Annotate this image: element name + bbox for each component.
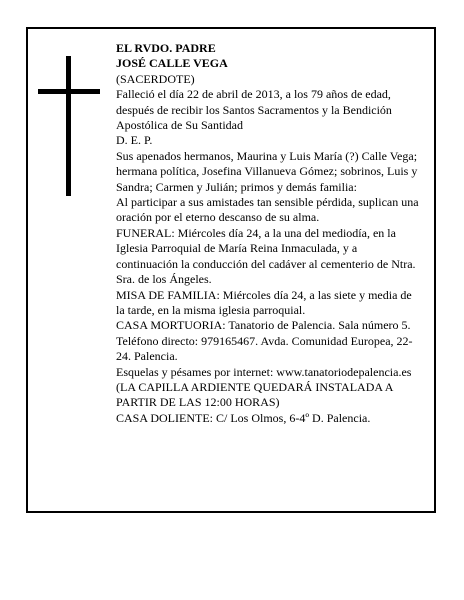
cross-bar <box>38 89 100 94</box>
deceased-role: (SACERDOTE) <box>116 71 195 86</box>
obituary-text <box>116 41 421 426</box>
deceased-name: JOSÉ CALLE VEGA <box>116 56 228 71</box>
title-line: EL RVDO. PADRE <box>116 41 216 55</box>
funeral-paragraph: FUNERAL: Miércoles día 24, a la una del mediodía, en la Iglesia Parroquial de María Reina Inmaculada, y a continuación la conducción del cadáver al cementerio de Ntra. Sra. de los Ángeles. <box>116 225 416 287</box>
home-paragraph: CASA DOLIENTE: C/ Los Olmos, 6-4º D. Palencia. <box>116 410 371 425</box>
rip-line: D. E. P. <box>116 133 153 148</box>
internet-paragraph: Esquelas y pésames por internet: www.tanatoriodepalencia.es (LA CAPILLA ARDIENTE QUEDARÁ INSTALADA A PARTIR DE LAS 12:00 HORAS) <box>116 364 412 410</box>
cross-icon <box>66 56 71 196</box>
family-paragraph: Sus apenados hermanos, Maurina y Luis María (?) Calle Vega; hermana política, Josefina Villanueva Gómez; sobrinos, Luis y Sandra; Carmen y Julián; primos y demás familia: <box>116 148 418 194</box>
mortuary-paragraph: CASA MORTUORIA: Tanatorio de Palencia. Sala número 5. Teléfono directo: 979165467. Avda. Comunidad Europea, 22-24. Palencia. <box>116 318 413 364</box>
mass-paragraph: MISA DE FAMILIA: Miércoles día 24, a las siete y media de la tarde, en la misma iglesia parroquial. <box>116 287 412 317</box>
request-paragraph: Al participar a sus amistades tan sensible pérdida, suplican una oración por el eterno descanso de su alma. <box>116 195 419 225</box>
death-paragraph: Falleció el día 22 de abril de 2013, a los 79 años de edad, después de recibir los Santos Sacramentos y la Bendición Apostólica de Su Santidad <box>116 87 392 133</box>
obituary-notice <box>26 27 436 513</box>
